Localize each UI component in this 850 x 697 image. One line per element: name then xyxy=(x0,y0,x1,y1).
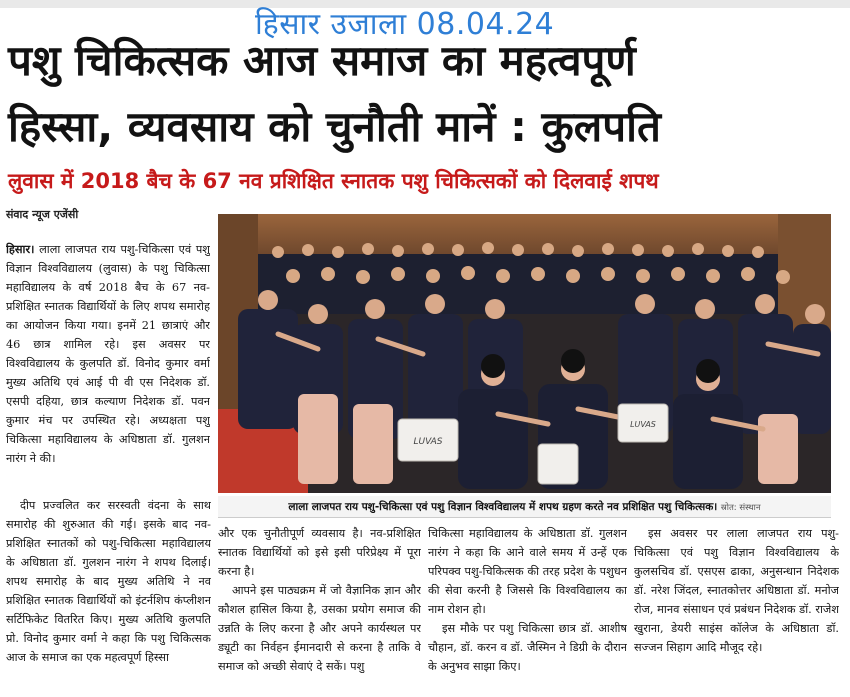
column-2-text-b: आपने इस पाठ्यक्रम में जो वैज्ञानिक ज्ञान और कौशल हासिल किया है, उसका प्रयोग समाज की उन्नति के लिए करना है और अपने कार्यस्थल पर ड्यूटी का निर्वहन ईमानदारी से करना है ताकि वे समाज को अच्छी सेवाएं दे सकें। पशु xyxy=(218,584,421,673)
caption-credit: स्रोत: संस्थान xyxy=(720,503,761,513)
article-column-4 xyxy=(634,524,839,694)
column-3-text-a: चिकित्सा महाविद्यालय के अधिष्ठाता डॉ. गुलशन नारंग ने कहा कि आने वाले समय में उन्हें एक परिपक्व पशु-चिकित्सक की तरह प्रदेश के पशुधन की सेवा करनी है जिससे कि विश्वविद्यालय का नाम रोशन हो। xyxy=(428,527,627,616)
column-2-text-a: और एक चुनौतीपूर्ण व्यवसाय है। नव-प्रशिक्षित स्नातक विद्यार्थियों को इसे इसी परिप्रेक्ष्य में पूरा करना है। xyxy=(218,527,421,578)
article-column-1 xyxy=(6,496,211,694)
ceremony-photo-illustration xyxy=(218,214,831,493)
intro-text: लाला लाजपत राय पशु-चिकित्सा एवं पशु विज्ञान विश्वविद्यालय (लुवास) के पशु चिकित्सा महाविद्यालय के वर्ष 2018 बैच के 67 नव-प्रशिक्षित स्नातक विद्यार्थियों के लिए शपथ समारोह का आयोजन किया गया। इनमें 21 छात्राएं और 46 छात्र शामिल रहे। इस अवसर पर विश्वविद्यालय के कुलपति डॉ. विनोद कुमार वर्मा मुख्य अतिथि एवं आई पी वी एस निदेशक डॉ. एसपी दहिया, छात्र कल्याण निदेशक डॉ. पवन कुमार मंच पर उपस्थित रहे। अध्यक्षता पशु चिकित्सा महाविद्यालय के अधिष्ठाता डॉ. गुलशन नारंग ने की। xyxy=(6,243,210,465)
subheadline: लुवास में 2018 बैच के 67 नव प्रशिक्षित स्नातक पशु चिकित्सकों को दिलवाई शपथ xyxy=(8,169,659,193)
headline-line-1: पशु चिकित्सक आज समाज का महत्वपूर्ण xyxy=(8,36,636,85)
intro-paragraph xyxy=(6,240,210,488)
chair-cover-text-1: LUVAS xyxy=(413,437,443,447)
byline-agency: संवाद न्यूज एजेंसी xyxy=(6,208,79,221)
column-1-text: दीप प्रज्वलित कर सरस्वती वंदना के साथ समारोह की शुरुआत की गई। इसके बाद नव-प्रशिक्षित स्नातकों को पशु-चिकित्सा महाविद्यालय के अधिष्ठाता डॉ. गुलशन नारंग ने शपथ दिलाई। शपथ समारोह के बाद मुख्य अतिथि ने नव प्रशिक्षित स्नातक विद्यार्थियों को इंटर्नशिप कंप्लीशन सर्टिफिकेट वितरित किए। मुख्य अतिथि कुलपति प्रो. विनोद कुमार वर्मा ने कहा कि पशु चिकित्सक आज के समाज का एक महत्वपूर्ण हिस्सा xyxy=(6,499,211,664)
photo-caption xyxy=(218,496,831,518)
masthead-date: हिसार उजाला 08.04.24 xyxy=(255,7,555,42)
column-4-text: इस अवसर पर लाला लाजपत राय पशु-चिकित्सा एवं पशु विज्ञान विश्वविद्यालय के कुलसचिव डॉ. एसएस ढाका, अनुसन्धान निदेशक डॉ. नरेश जिंदल, स्नातकोत्तर अधिष्ठाता डॉ. मनोज रोज, मानव संसाधन एवं प्रबंधन निदेशक डॉ. राजेश खुराना, डेयरी साइंस कॉलेज के अधिष्ठाता डॉ. सज्जन सिहाग आदि मौजूद रहे। xyxy=(634,527,839,654)
headline-line-2: हिस्सा, व्यवसाय को चुनौती मानें : कुलपति xyxy=(8,102,661,151)
dateline-place: हिसार। xyxy=(6,242,35,256)
article-column-3 xyxy=(428,524,627,694)
article-column-2 xyxy=(218,524,421,694)
chair-cover-text-2: LUVAS xyxy=(630,420,656,429)
caption-text: लाला लाजपत राय पशु-चिकित्सा एवं पशु विज्ञान विश्वविद्यालय में शपथ ग्रहण करते नव प्रशिक्षित पशु चिकित्सक। xyxy=(288,501,718,513)
column-3-text-b: इस मौके पर पशु चिकित्सा छात्र डॉ. आशीष चौहान, डॉ. करन व डॉ. जैस्मिन ने डिग्री के दौरान के अनुभव साझा किए। xyxy=(428,622,627,673)
ceremony-photo xyxy=(218,214,831,493)
